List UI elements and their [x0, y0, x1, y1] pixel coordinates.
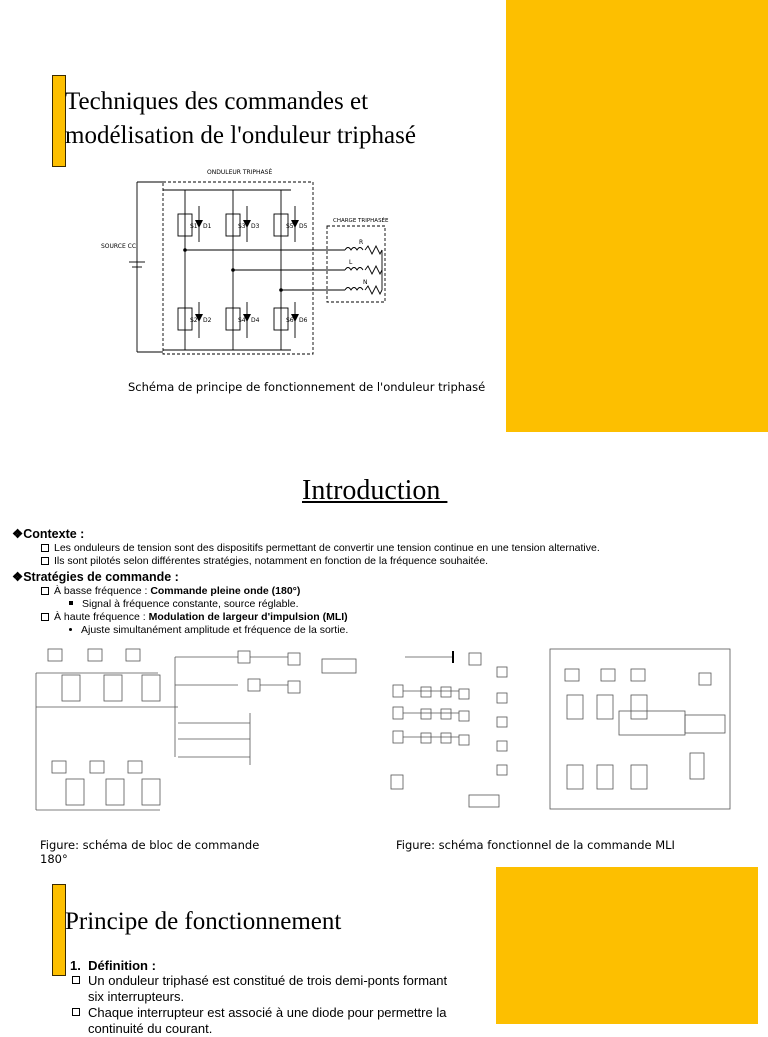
list-item: À haute fréquence : Modulation de largeur d'impulsion (MLI) [12, 611, 752, 624]
label-s3: S3 [238, 223, 246, 230]
sub-list-item: Signal à fréquence constante, source réglable. [12, 598, 752, 611]
slide2-content [12, 527, 752, 637]
list-item: Les onduleurs de tension sont des dispositifs permettant de convertir une tension continue en une tension alternative. [12, 542, 752, 555]
list-item: Ils sont pilotés selon différentes stratégies, notamment en fonction de la fréquence souhaitée. [12, 555, 752, 568]
label-load: CHARGE TRIPHASÉE [333, 218, 389, 224]
label-d6: D6 [299, 317, 308, 324]
label-d5: D5 [299, 223, 308, 230]
checkbox-bullet-icon [72, 1008, 80, 1016]
diamond-bullet-icon: ❖ [12, 527, 24, 541]
label-source: SOURCE CC [101, 243, 137, 250]
simulink-mli-diagram [385, 645, 735, 815]
label-l: L [349, 259, 353, 266]
checkbox-bullet-icon [41, 587, 49, 595]
slide1-accent-panel [506, 0, 768, 432]
slide1-figure-caption: Schéma de principe de fonctionnement de l'onduleur triphasé [128, 380, 486, 394]
slide2-title: Introduction [302, 475, 448, 506]
checkbox-bullet-icon [41, 557, 49, 565]
section-contexte-heading: ❖Contexte : [12, 527, 85, 541]
label-d2: D2 [203, 317, 212, 324]
label-r: R [359, 239, 364, 246]
slide3-accent-panel [496, 867, 758, 1024]
square-bullet-icon [69, 628, 72, 631]
label-s1: S1 [190, 223, 198, 230]
section-strategies-heading: ❖Stratégies de commande : [12, 570, 179, 584]
checkbox-bullet-icon [41, 544, 49, 552]
slide1-title [65, 85, 505, 153]
fig-right-caption: Figure: schéma fonctionnel de la commande MLI [396, 838, 675, 852]
label-d3: D3 [251, 223, 260, 230]
label-inverter: ONDULEUR TRIPHASÉ [207, 169, 273, 176]
slide3-numbered-heading: 1. Définition : [70, 958, 156, 973]
inverter-schematic [95, 162, 395, 367]
slide3-title: Principe de fonctionnement [65, 908, 342, 935]
fig-left-caption: Figure: schéma de bloc de commande 180° [40, 838, 260, 866]
label-n: N [363, 279, 368, 286]
label-d4: D4 [251, 317, 260, 324]
slide3-content [70, 958, 500, 1037]
label-s5: S5 [286, 223, 294, 230]
list-item: Un onduleur triphasé est constitué de trois demi-ponts formant six interrupteurs. [70, 973, 500, 1005]
checkbox-bullet-icon [41, 613, 49, 621]
square-bullet-icon [69, 601, 73, 605]
list-item: À basse fréquence : Commande pleine onde (180°) [12, 585, 752, 598]
label-s6: S6 [286, 317, 294, 324]
slide1-title-line2: modélisation de l'onduleur triphasé [65, 122, 416, 149]
slide1-title-line1: Techniques des commandes et [65, 88, 369, 115]
slide3-title-marker [52, 884, 66, 976]
sub-list-item: Ajuste simultanément amplitude et fréquence de la sortie. [12, 624, 752, 637]
slide1-title-marker [52, 75, 66, 167]
list-item: Chaque interrupteur est associé à une diode pour permettre la continuité du courant. [70, 1005, 500, 1037]
label-d1: D1 [203, 223, 212, 230]
checkbox-bullet-icon [72, 976, 80, 984]
diamond-bullet-icon: ❖ [12, 570, 24, 584]
label-s2: S2 [190, 317, 198, 324]
simulink-180-diagram [30, 645, 370, 815]
label-s4: S4 [238, 317, 246, 324]
